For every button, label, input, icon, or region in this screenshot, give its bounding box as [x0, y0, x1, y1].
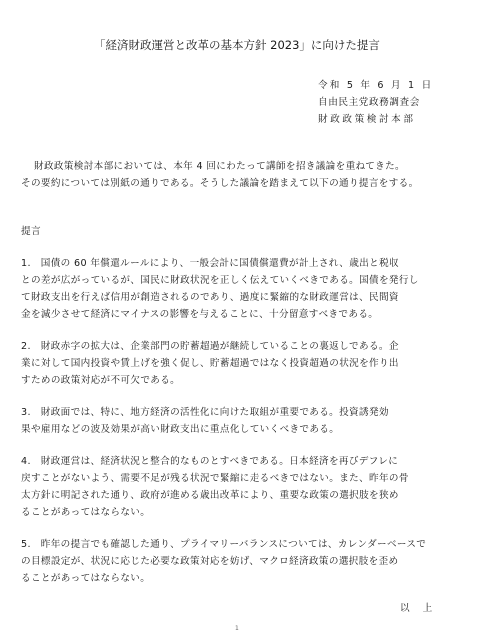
proposal-item-5-line: の目標設定が、状況に応じた必要な政策対応を妨げ、マクロ経済政策の選択肢を歪め — [21, 556, 399, 567]
closing-mark: 以 上 — [400, 603, 438, 614]
proposal-item-3-line: 3. 財政面では、特に、地方経済の活性化に向けた取組が重要である。投資誘発効 — [21, 407, 389, 418]
proposal-item-1-line: 金を減少させて経済にマイナスの影響を与えることに、十分留意すべきである。 — [21, 309, 379, 320]
proposal-item-1-line: て財政支出を行えば信用が創造されるのであり、過度に緊縮的な財政運営は、民間資 — [21, 292, 399, 303]
proposal-item-4-line: 太方針に明記された通り、政府が進める歳出改革により、重要な政策の選択肢を狭め — [21, 490, 399, 501]
proposal-item-4-line: ることがあってはならない。 — [21, 507, 151, 518]
proposal-item-1-line: 1. 国債の 60 年償還ルールにより、一般会計に国債償還費が計上され、歳出と税収 — [21, 258, 399, 269]
section-heading: 提言 — [21, 226, 41, 237]
intro-line: その要約については別紙の通りである。そうした議論を踏まえて以下の通り提言をする。 — [21, 178, 419, 189]
proposal-item-2-line: すための政策対応が不可欠である。 — [21, 375, 181, 386]
issuing-department: 財政政策検討本部 — [318, 114, 416, 125]
intro-line: 財政政策検討本部においては、本年 4 回にわたって講師を招き議論を重ねてきた。 — [34, 161, 405, 172]
proposal-item-4-line: 戻すことがないよう、需要不足が残る状況で緊縮に走るべきではない。また、昨年の骨 — [21, 473, 409, 484]
proposal-item-2-line: 2. 財政赤字の拡大は、企業部門の貯蓄超過が継続していることの裏返しである。企 — [21, 341, 399, 352]
issuing-organization: 自由民主党政務調査会 — [318, 97, 420, 108]
document-title: 「経済財政運営と改革の基本方針 2023」に向けた提言 — [94, 38, 380, 52]
proposal-item-4-line: 4. 財政運営は、経済状況と整合的なものとすべきである。日本経済を再びデフレに — [21, 456, 399, 467]
document-date: 令和 5 年 6 月 1 日 — [318, 80, 434, 91]
proposal-item-5-line: 5. 昨年の提言でも確認した通り、プライマリーバランスについては、カレンダーベースで — [21, 539, 427, 550]
proposal-item-3-line: 果や雇用などの波及効果が高い財政支出に重点化していくべきである。 — [21, 424, 340, 435]
page-number: 1 — [235, 625, 239, 632]
proposal-item-5-line: ることがあってはならない。 — [21, 573, 151, 584]
proposal-item-1-line: との差が広がっているが、国民に財政状況を正しく伝えていくべきである。国債を発行し — [21, 275, 419, 286]
proposal-item-2-line: 業に対して国内投資や賃上げを強く促し、貯蓄超過ではなく投資超過の状況を作り出 — [21, 358, 399, 369]
